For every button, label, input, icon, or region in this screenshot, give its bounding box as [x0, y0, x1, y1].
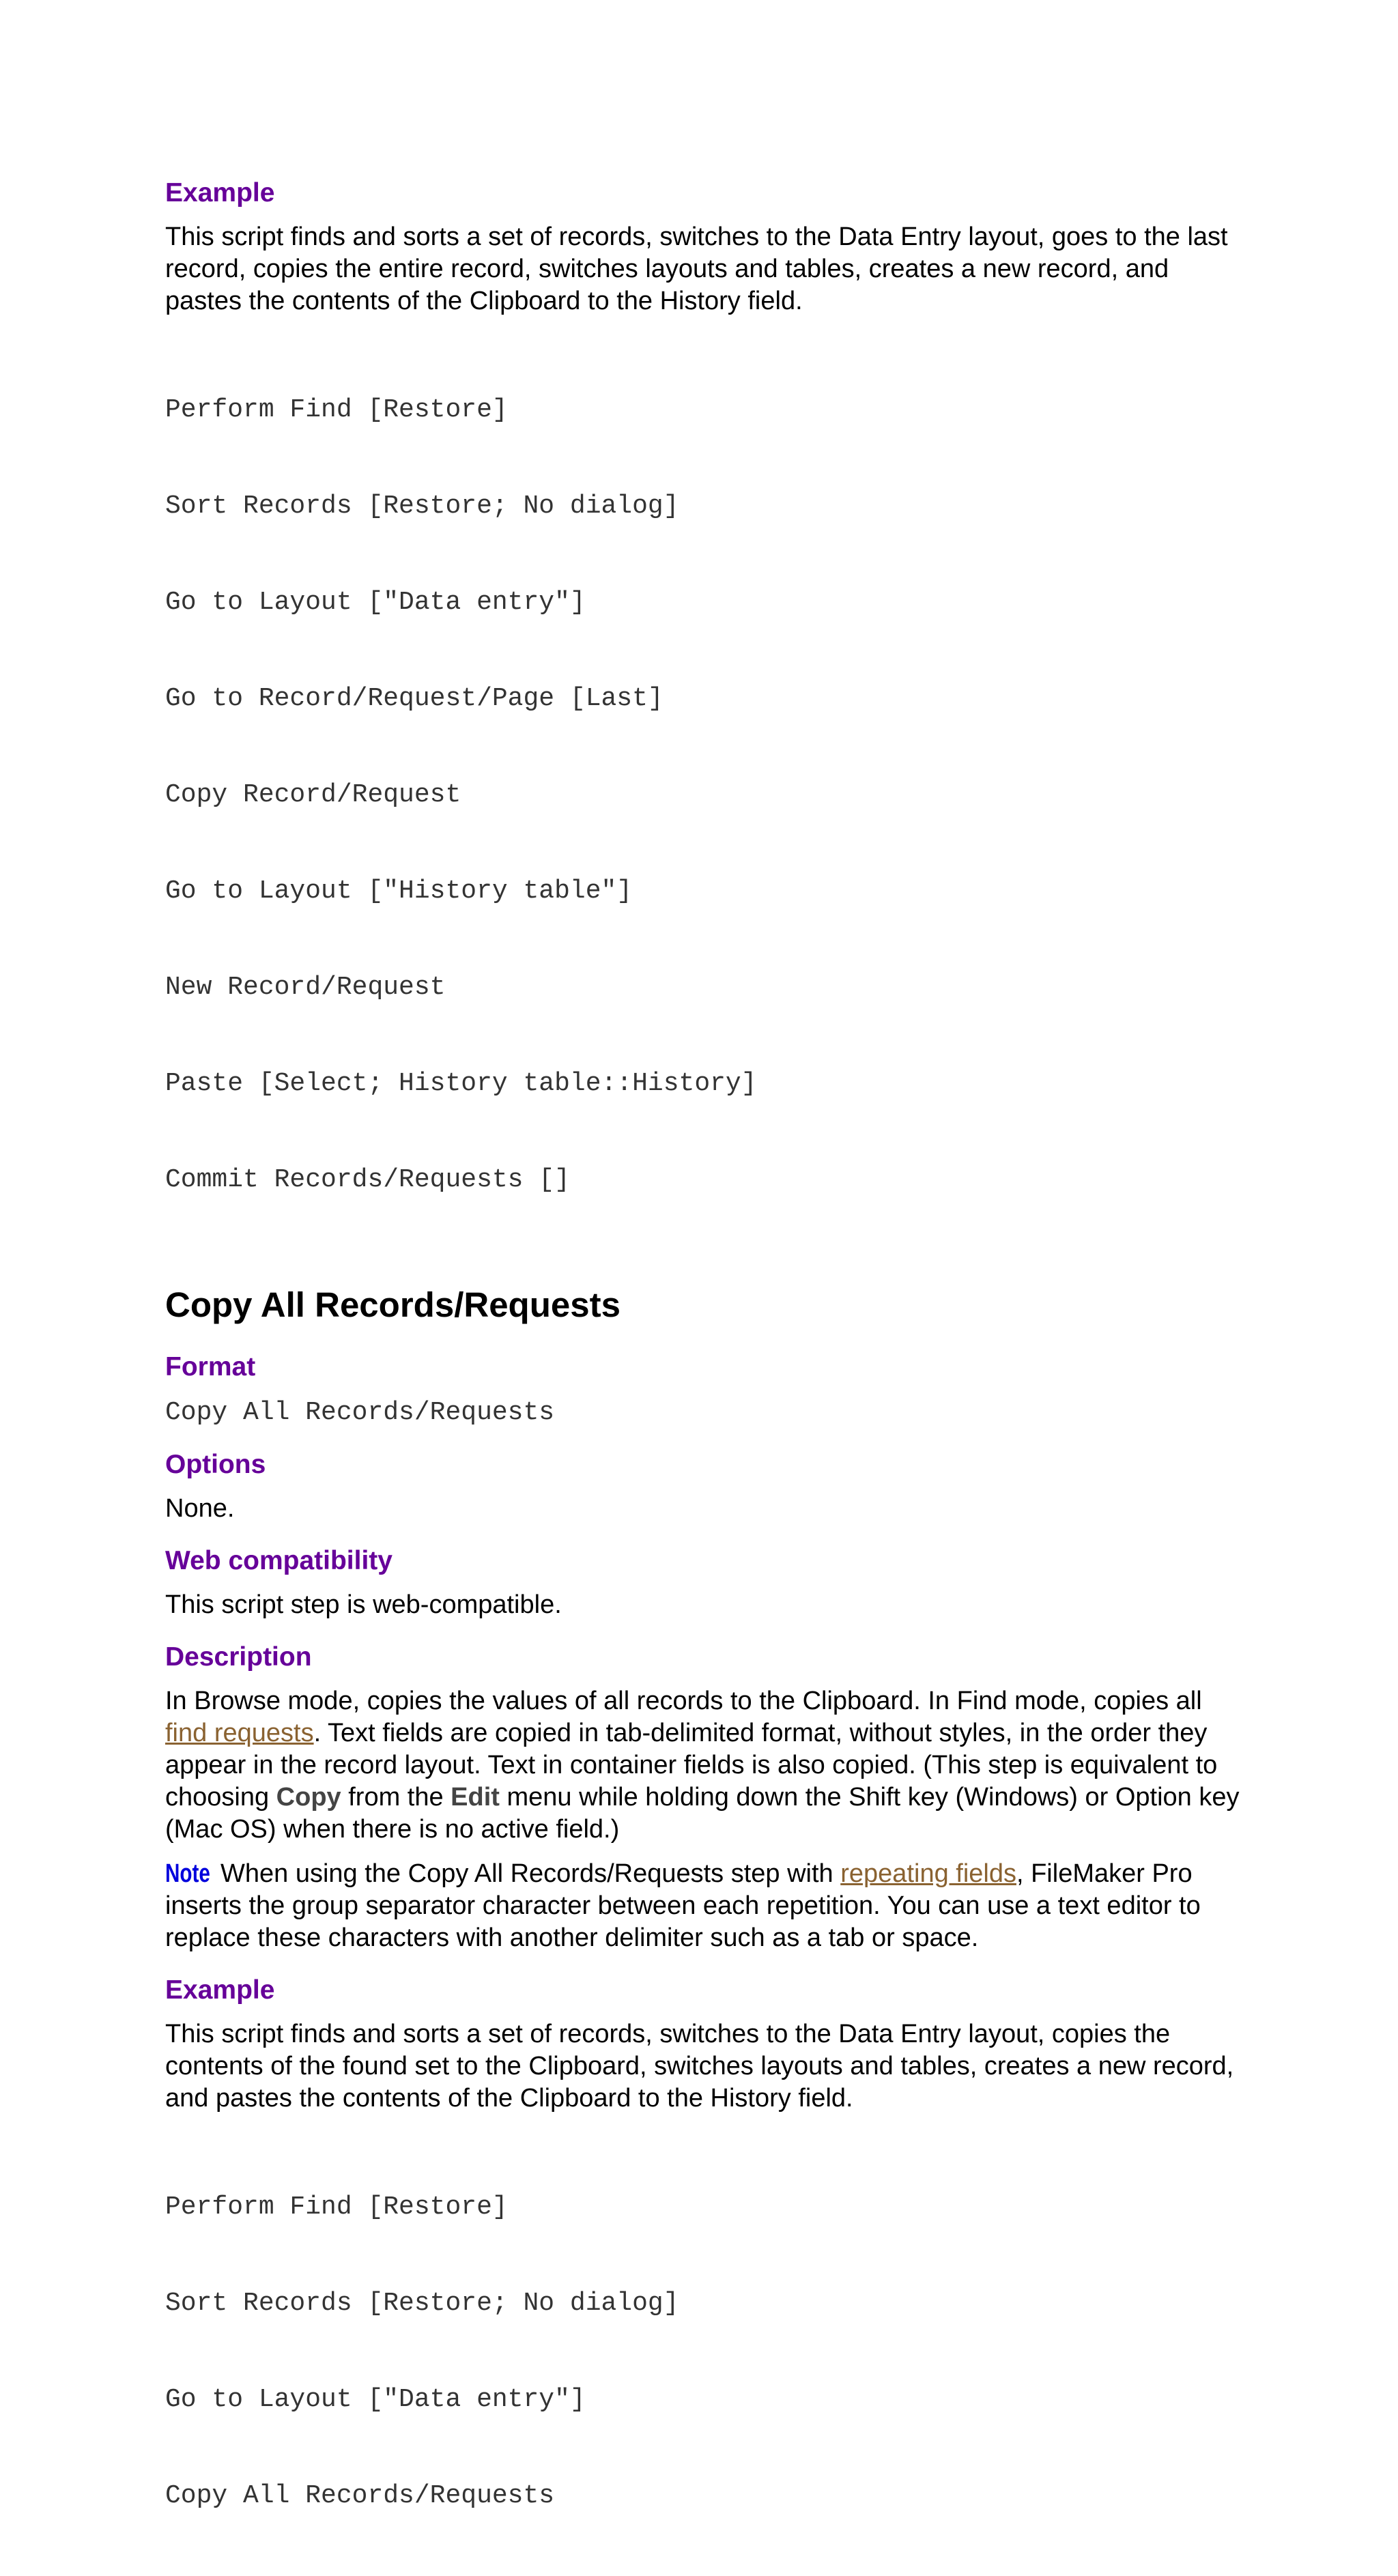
code-line: Go to Record/Request/Page [Last]	[165, 684, 664, 713]
description-text: menu while holding down the Shift key (Windows) or Option key (Mac OS) when there is no active field.)	[165, 1783, 1240, 1844]
web-compatibility-heading: Web compatibility	[165, 1546, 393, 1575]
example-heading: Example	[165, 1975, 275, 2005]
example-heading: Example	[165, 178, 275, 207]
code-line: Sort Records [Restore; No dialog]	[165, 2289, 679, 2318]
find-requests-link[interactable]: find requests	[165, 1719, 314, 1747]
description-text: In Browse mode, copies the values of all records to the Clipboard. In Find mode, copies all	[165, 1687, 1202, 1715]
format-code: Copy All Records/Requests	[165, 1398, 555, 1427]
code-line: Perform Find [Restore]	[165, 2192, 508, 2222]
code-line: New Record/Request	[165, 973, 446, 1002]
web-compatibility-text: This script step is web-compatible.	[165, 1590, 562, 1619]
code-line: Copy All Records/Requests	[165, 2481, 555, 2510]
note-text: When using the Copy All Records/Requests step with	[213, 1859, 841, 1888]
code-line: Paste [Select; History table::History]	[165, 1069, 757, 1098]
example-code-block	[165, 2127, 1251, 2576]
example-paragraph: This script finds and sorts a set of records, switches to the Data Entry layout, goes to the last record, copies the entire record, switches layouts and tables, creates a new record, and pastes the contents of the Clipboard to the History field.	[165, 223, 1228, 315]
example-code-block	[165, 330, 1251, 1260]
description-heading: Description	[165, 1642, 312, 1672]
document-content	[165, 177, 1251, 2576]
code-line: Go to Layout ["Data entry"]	[165, 2385, 586, 2414]
format-heading: Format	[165, 1352, 256, 1382]
options-text: None.	[165, 1494, 235, 1523]
code-line: Commit Records/Requests []	[165, 1165, 570, 1194]
example-paragraph: This script finds and sorts a set of records, switches to the Data Entry layout, copies the contents of the found set to the Clipboard, switches layouts and tables, creates a new record, and pastes the contents of the Clipboard to the History field.	[165, 2020, 1234, 2113]
code-line: Perform Find [Restore]	[165, 395, 508, 425]
note-text: , FileMaker Pro inserts the group separator character between each repetition. You can use a text editor to replace these characters with another delimiter such as a tab or space.	[165, 1859, 1201, 1952]
code-line: Copy Record/Request	[165, 780, 461, 810]
note-paragraph	[165, 1858, 1251, 1954]
repeating-fields-link[interactable]: repeating fields	[840, 1859, 1016, 1888]
description-paragraph	[165, 1685, 1251, 1846]
description-text: from the	[341, 1783, 451, 1812]
section-title: Copy All Records/Requests	[165, 1285, 620, 1324]
options-heading: Options	[165, 1450, 266, 1479]
code-line: Go to Layout ["Data entry"]	[165, 588, 586, 617]
edit-menu-name: Edit	[451, 1783, 500, 1812]
code-line: Sort Records [Restore; No dialog]	[165, 491, 679, 521]
code-line: Go to Layout ["History table"]	[165, 876, 633, 906]
description-text: . Text fields are copied in tab-delimited format, without styles, in the order they appear in the record layout. Text in container fields is also copied. (This step is equivalent to choosing	[165, 1719, 1218, 1812]
note-label: Note	[165, 1859, 210, 1888]
copy-menu-command: Copy	[276, 1783, 341, 1812]
